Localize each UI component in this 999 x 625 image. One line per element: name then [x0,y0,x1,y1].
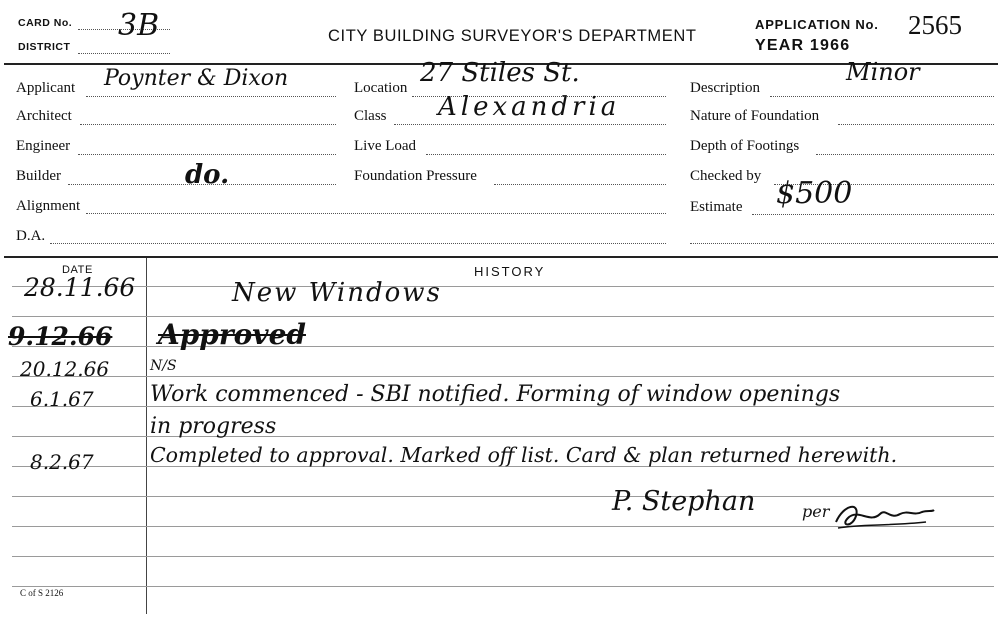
ruled-line [12,556,994,557]
live-load-label: Live Load [354,138,417,154]
builder-value: do. [185,160,230,190]
description-dotline [770,96,994,97]
history-text: in progress [150,414,277,439]
class-value: Alexandria [438,92,621,122]
date-header: DATE [62,264,93,276]
history-text: Completed to approval. Marked off list. Card & plan returned herewith. [150,443,898,467]
ruled-line [12,316,994,317]
depth-dotline [816,154,994,155]
engineer-dotline [78,154,336,155]
alignment-dotline [86,213,666,214]
ruled-line [12,586,994,587]
history-date: 8.2.67 [30,450,94,474]
nature-of-foundation-label: Nature of Foundation [690,108,820,124]
card-no-value: 3B [118,8,160,43]
department-title: CITY BUILDING SURVEYOR'S DEPARTMENT [328,27,697,45]
description-value: Minor [846,58,920,86]
estimate-value: $500 [776,176,853,211]
signature: P. Stephan [612,486,756,517]
signature-scrawl-icon [830,494,940,544]
alignment-label: Alignment [16,198,81,214]
architect-dotline [80,124,336,125]
estimate-label: Estimate [690,199,743,215]
application-no-value: 2565 [908,10,962,40]
depth-of-footings-label: Depth of Footings [690,138,800,154]
application-no-label: APPLICATION No. [755,17,879,32]
location-value: 27 Stiles St. [420,58,580,88]
history-text: Work commenced - SBI notified. Forming of window openings [150,382,841,407]
ruled-line [12,376,994,377]
card-no-label: CARD No. [18,17,73,29]
history-date: 6.1.67 [30,387,94,411]
history-date: 28.11.66 [24,273,136,302]
applicant-label: Applicant [16,80,76,96]
nature-dotline [838,124,994,125]
year-label: YEAR 1966 [755,37,851,54]
checked-by-label: Checked by [690,168,762,184]
history-top-border [4,256,998,258]
signature-per: per [802,502,830,521]
history-date: 20.12.66 [20,357,110,381]
location-label: Location [354,80,408,96]
applicant-value: Poynter & Dixon [104,66,289,91]
class-label: Class [354,108,387,124]
class-dotline [394,124,666,125]
architect-label: Architect [16,108,72,124]
district-dotline [78,53,170,54]
description-label: Description [690,80,760,96]
history-text: N/S [150,358,177,374]
live-load-dotline [426,154,666,155]
builder-label: Builder [16,168,61,184]
foundation-pressure-dotline [494,184,666,185]
history-text: New Windows [232,278,442,308]
foundation-pressure-label: Foundation Pressure [354,168,477,184]
history-text: Approved [158,318,306,351]
history-date: 9.12.66 [8,322,113,351]
da-dotline [50,243,666,244]
district-label: DISTRICT [18,41,71,53]
da-label: D.A. [16,228,46,244]
ruled-line [12,286,994,287]
estimate-dotline [752,214,994,215]
history-header: HISTORY [474,264,546,279]
engineer-label: Engineer [16,138,71,154]
applicant-dotline [86,96,336,97]
form-code: C of S 2126 [20,588,64,598]
extra-dotline [690,243,994,244]
